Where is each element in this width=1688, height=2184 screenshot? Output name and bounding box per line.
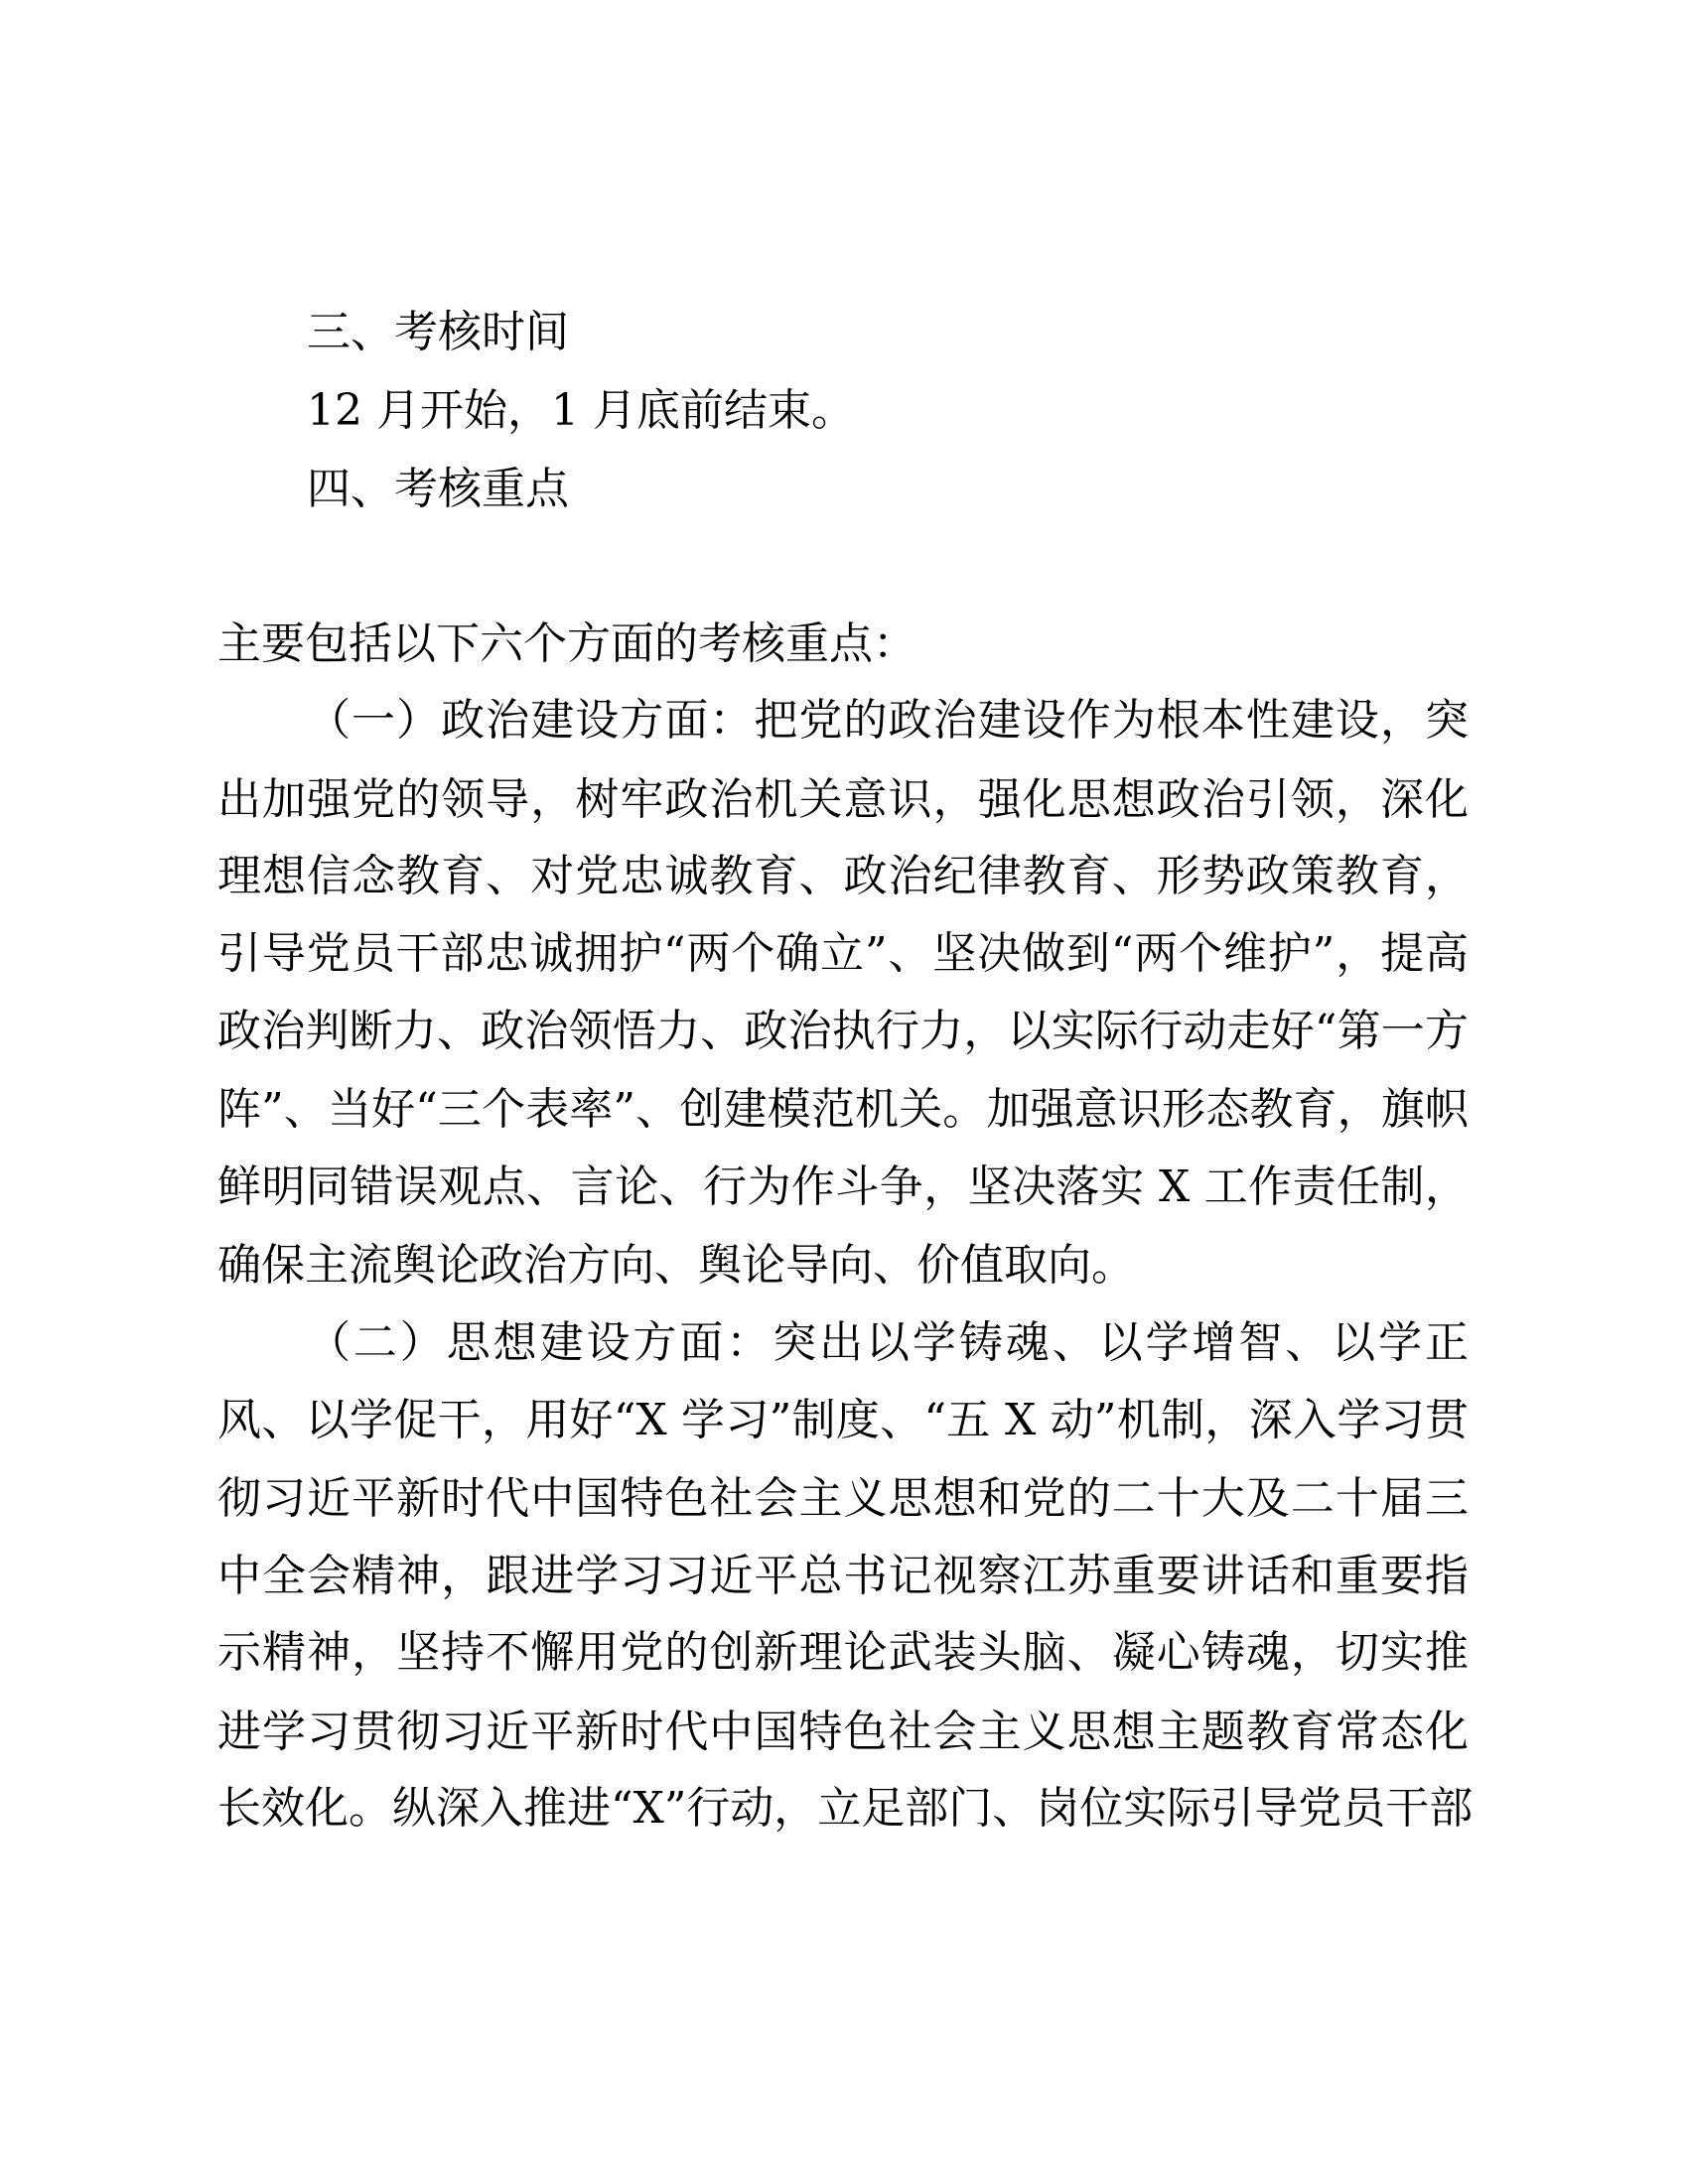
section-heading-3: 三、考核时间 <box>307 307 569 357</box>
paragraph-2-line: 中全会精神，跟进学习习近平总书记视察江苏重要讲话和重要指 <box>217 1551 1469 1601</box>
paragraph-2-line: 长效化。纵深入推进“X”行动，立足部门、岗位实际引导党员干部 <box>217 1783 1474 1834</box>
section-heading-4: 四、考核重点 <box>307 464 569 514</box>
paragraph-1-line: 阵”、当好“三个表率”、创建模范机关。加强意识形态教育，旗帜 <box>217 1084 1469 1135</box>
paragraph-1-line: （一）政治建设方面：把党的政治建设作为根本性建设，突 <box>307 695 1469 746</box>
paragraph-2-line: 风、以学促干，用好“X 学习”制度、“五 X 动”机制，深入学习贯 <box>217 1395 1469 1445</box>
paragraph-1-line: 理想信念教育、对党忠诚教育、政治纪律教育、形势政策教育， <box>217 851 1469 901</box>
paragraph-1-line: 确保主流舆论政治方向、舆论导向、价值取向。 <box>217 1240 1135 1291</box>
paragraph-1-line: 鲜明同错误观点、言论、行为作斗争，坚决落实 X 工作责任制， <box>217 1161 1469 1212</box>
paragraph-2-line: 示精神，坚持不懈用党的创新理论武装头脑、凝心铸魂，切实推 <box>217 1627 1469 1678</box>
paragraph-1-line: 出加强党的领导，树牢政治机关意识，强化思想政治引领，深化 <box>217 774 1469 825</box>
paragraph-1-line: 政治判断力、政治领悟力、政治执行力，以实际行动走好“第一方 <box>217 1006 1469 1056</box>
paragraph-1-line: 引导党员干部忠诚拥护“两个确立”、坚决做到“两个维护”，提高 <box>217 928 1469 979</box>
paragraph-2-line: 进学习贯彻习近平新时代中国特色社会主义思想主题教育常态化 <box>217 1706 1469 1757</box>
paragraph-2-line: （二）思想建设方面：突出以学铸魂、以学增智、以学正 <box>307 1317 1469 1368</box>
paragraph-2-line: 彻习近平新时代中国特色社会主义思想和党的二十大及二十届三 <box>217 1473 1469 1524</box>
section-3-body: 12 月开始，1 月底前结束。 <box>307 385 855 436</box>
intro-text: 主要包括以下六个方面的考核重点： <box>217 618 916 669</box>
